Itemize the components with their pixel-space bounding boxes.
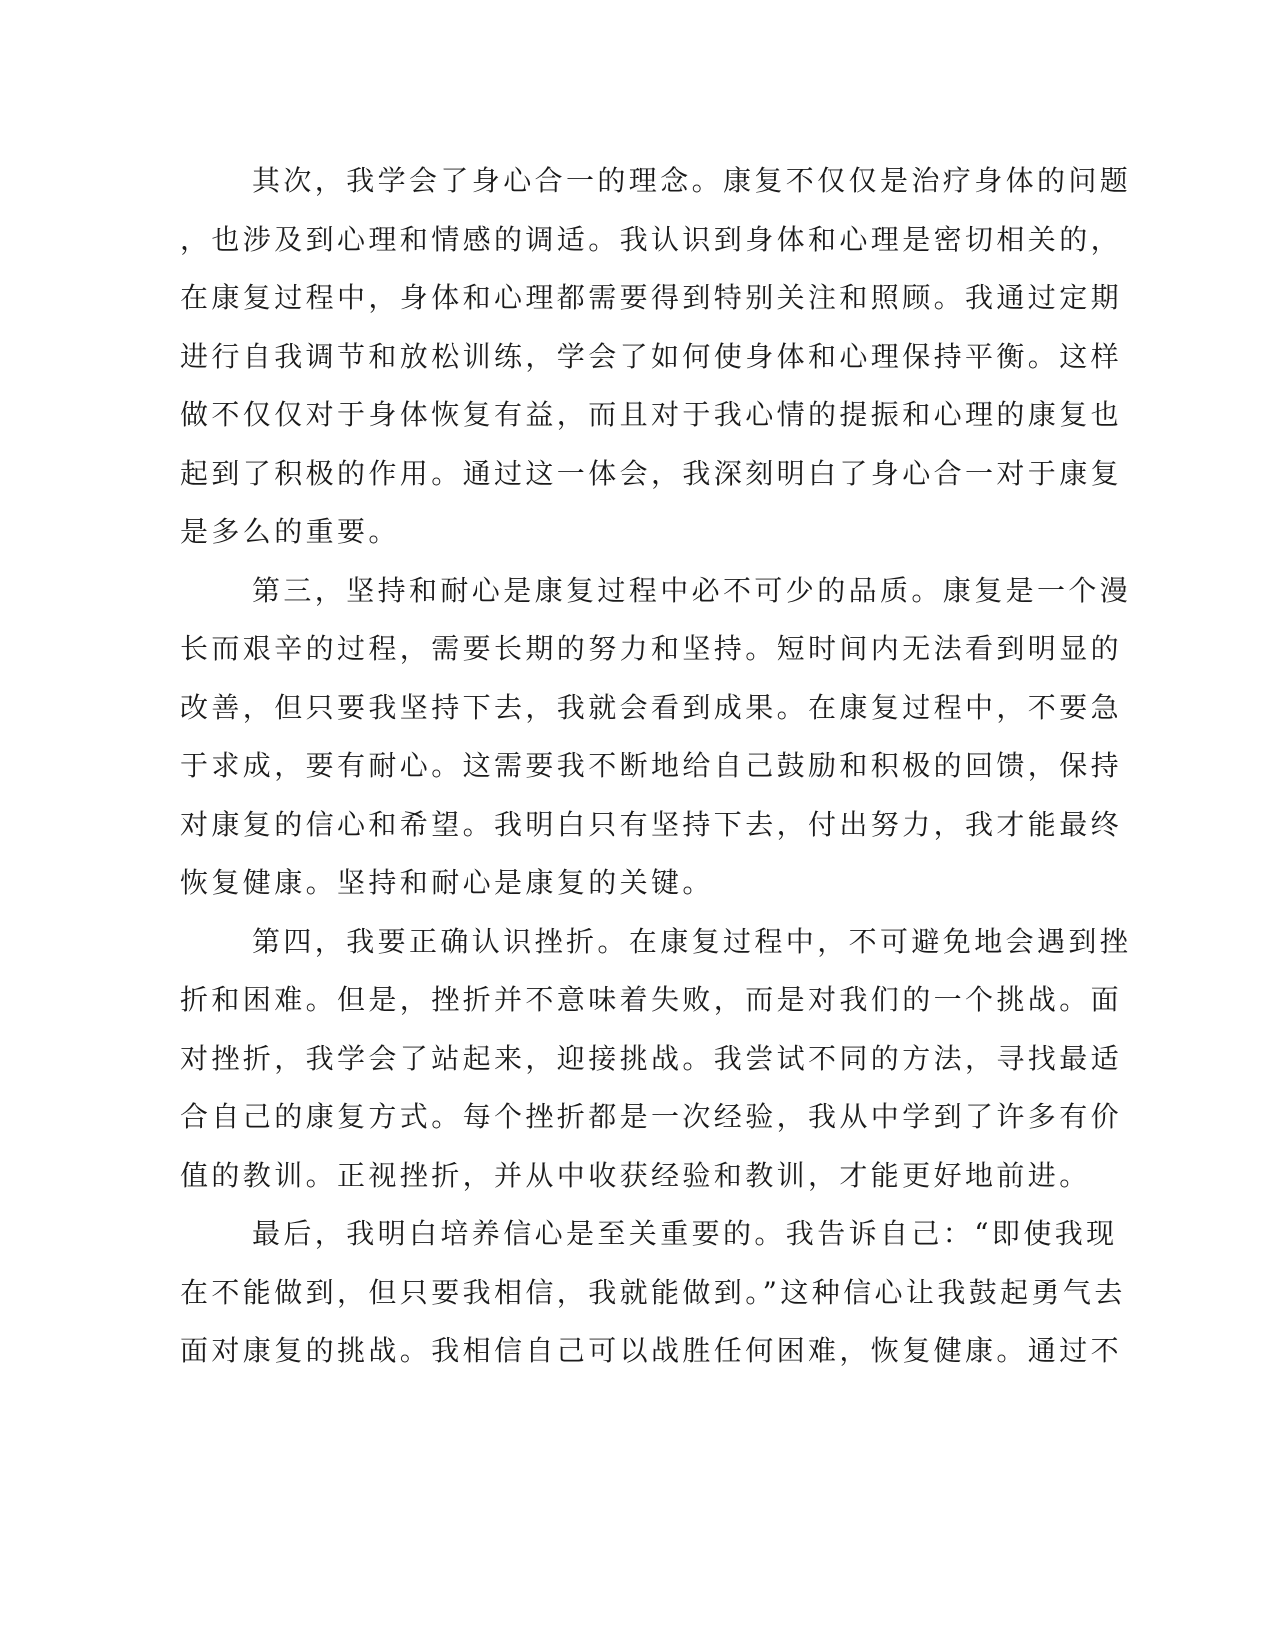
text-line: 在不能做到，但只要我相信，我就能做到。”这种信心让我鼓起勇气去	[180, 1276, 1126, 1309]
text-line: 第四，我要正确认识挫折。在康复过程中，不可避免地会遇到挫	[252, 925, 1132, 958]
text-line: 最后，我明白培养信心是至关重要的。我告诉自己：“即使我现	[252, 1217, 1118, 1250]
text-line: 恢复健康。坚持和耐心是康复的关键。	[180, 866, 714, 899]
text-line: 折和困难。但是，挫折并不意味着失败，而是对我们的一个挑战。面	[180, 983, 1123, 1016]
text-line: 对康复的信心和希望。我明白只有坚持下去，付出努力，我才能最终	[180, 808, 1123, 841]
text-line: 其次，我学会了身心合一的理念。康复不仅仅是治疗身体的问题	[252, 164, 1132, 197]
text-line: 值的教训。正视挫折，并从中收获经验和教训，才能更好地前进。	[180, 1159, 1091, 1192]
text-line: 长而艰辛的过程，需要长期的努力和坚持。短时间内无法看到明显的	[180, 632, 1123, 665]
text-line: 合自己的康复方式。每个挫折都是一次经验，我从中学到了许多有价	[180, 1100, 1123, 1133]
text-line: 面对康复的挑战。我相信自己可以战胜任何困难，恢复健康。通过不	[180, 1334, 1123, 1367]
text-line: 改善，但只要我坚持下去，我就会看到成果。在康复过程中，不要急	[180, 691, 1123, 724]
text-line: 起到了积极的作用。通过这一体会，我深刻明白了身心合一对于康复	[180, 457, 1123, 490]
text-line: 做不仅仅对于身体恢复有益，而且对于我心情的提振和心理的康复也	[180, 398, 1123, 431]
text-line: 进行自我调节和放松训练，学会了如何使身体和心理保持平衡。这样	[180, 340, 1123, 373]
text-line: 第三，坚持和耐心是康复过程中必不可少的品质。康复是一个漫	[252, 574, 1132, 607]
text-line: ，也涉及到心理和情感的调适。我认识到身体和心理是密切相关的，	[180, 223, 1123, 256]
text-line: 在康复过程中，身体和心理都需要得到特别关注和照顾。我通过定期	[180, 281, 1123, 314]
text-line: 是多么的重要。	[180, 515, 400, 548]
text-line: 于求成，要有耐心。这需要我不断地给自己鼓励和积极的回馈，保持	[180, 749, 1123, 782]
text-line: 对挫折，我学会了站起来，迎接挑战。我尝试不同的方法，寻找最适	[180, 1042, 1123, 1075]
